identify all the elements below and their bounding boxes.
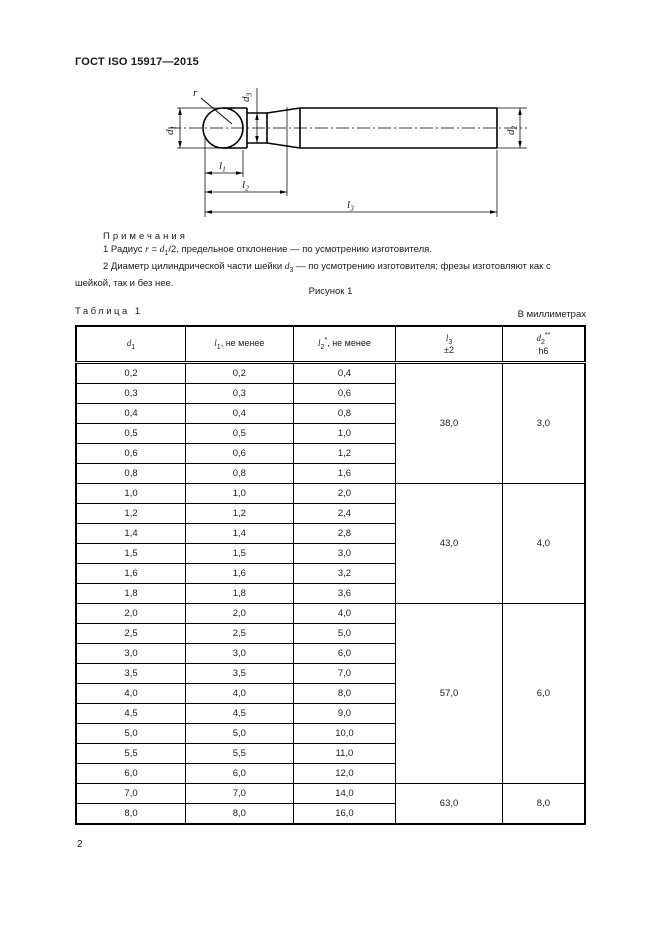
notes-heading: Примечания <box>103 231 188 242</box>
cell: 1,2 <box>186 504 294 524</box>
cell-l3-merged: 63,0 <box>396 784 503 825</box>
radius-leader <box>193 87 232 124</box>
dimension-l1 <box>205 160 243 175</box>
cell-d2-merged: 4,0 <box>502 484 585 604</box>
col-header-d2: $d_2^{**}$ h6 <box>502 326 585 363</box>
label-d3: $d_3$ <box>240 92 254 102</box>
table-row <box>76 363 585 384</box>
dimension-l2 <box>205 179 287 194</box>
cell: 0,8 <box>186 464 294 484</box>
cell: 0,2 <box>186 363 294 384</box>
cell-d2-merged: 3,0 <box>502 363 585 484</box>
label-l1: $l_1$ <box>219 160 226 174</box>
page-number: 2 <box>77 839 83 850</box>
cell: 0,4 <box>76 404 186 424</box>
cell: 1,0 <box>293 424 396 444</box>
cell-l3-merged: 38,0 <box>396 363 503 484</box>
cell: 2,0 <box>186 604 294 624</box>
cell: 1,6 <box>293 464 396 484</box>
cell: 2,8 <box>293 524 396 544</box>
cell: 2,4 <box>293 504 396 524</box>
cell: 0,2 <box>76 363 186 384</box>
cell: 1,0 <box>186 484 294 504</box>
table-row <box>76 604 585 624</box>
figure-caption: Рисунок 1 <box>308 286 353 297</box>
cell: 5,5 <box>76 744 186 764</box>
cell: 2,0 <box>76 604 186 624</box>
cell: 4,5 <box>186 704 294 724</box>
cell: 3,6 <box>293 584 396 604</box>
label-d1: $d_1$ <box>164 125 178 135</box>
cell: 0,4 <box>186 404 294 424</box>
cell: 6,0 <box>293 644 396 664</box>
col-header-l3: $l_3$ ±2 <box>396 326 503 363</box>
cell-d2-merged: 6,0 <box>502 604 585 784</box>
cell: 4,5 <box>76 704 186 724</box>
label-d2: $d_2$ <box>505 125 519 135</box>
cell: 0,4 <box>293 363 396 384</box>
cell: 0,5 <box>76 424 186 444</box>
cell: 0,8 <box>293 404 396 424</box>
cell: 0,6 <box>293 384 396 404</box>
table-units: В миллиметрах <box>517 309 586 320</box>
col-header-l2: $l_2^*$, не менее <box>293 326 396 363</box>
cell: 1,6 <box>186 564 294 584</box>
doc-code: ГОСТ ISO 15917—2015 <box>75 56 199 68</box>
cell: 0,6 <box>186 444 294 464</box>
cell-l3-merged: 43,0 <box>396 484 503 604</box>
label-l3: $l_3$ <box>347 199 354 213</box>
cell: 1,2 <box>76 504 186 524</box>
cell: 8,0 <box>293 684 396 704</box>
dimension-l3 <box>205 199 497 214</box>
note-1: 1 Радиус $r = d_1/2$, предельное отклонение — по усмотрению изготовителя. <box>103 244 432 257</box>
cell: 0,6 <box>76 444 186 464</box>
table-row <box>76 484 585 504</box>
cell: 7,0 <box>76 784 186 804</box>
cell: 10,0 <box>293 724 396 744</box>
cell: 1,2 <box>293 444 396 464</box>
cell: 1,8 <box>186 584 294 604</box>
cell-d2-merged: 8,0 <box>502 784 585 825</box>
col-header-d1: $d_1$ <box>76 326 186 363</box>
cell: 2,5 <box>76 624 186 644</box>
figure-drawing <box>135 80 555 228</box>
end-mill-drawing <box>135 80 555 228</box>
cell: 1,5 <box>186 544 294 564</box>
cell: 14,0 <box>293 784 396 804</box>
cell: 2,5 <box>186 624 294 644</box>
table-row <box>76 784 585 804</box>
cell: 0,8 <box>76 464 186 484</box>
cell: 8,0 <box>186 804 294 825</box>
cell: 4,0 <box>76 684 186 704</box>
cell: 5,0 <box>76 724 186 744</box>
cell: 3,0 <box>76 644 186 664</box>
dimension-d3 <box>240 93 259 144</box>
cell: 9,0 <box>293 704 396 724</box>
cell: 1,4 <box>186 524 294 544</box>
cell: 7,0 <box>186 784 294 804</box>
cell: 0,5 <box>186 424 294 444</box>
cell: 1,5 <box>76 544 186 564</box>
cell: 8,0 <box>76 804 186 825</box>
cell: 1,0 <box>76 484 186 504</box>
cell: 1,8 <box>76 584 186 604</box>
cell: 3,0 <box>293 544 396 564</box>
label-l2: $l_2$ <box>242 179 249 193</box>
table-body <box>76 363 585 825</box>
cell-l3-merged: 57,0 <box>396 604 503 784</box>
cell: 3,2 <box>293 564 396 584</box>
notes-block <box>75 230 586 290</box>
cell: 5,5 <box>186 744 294 764</box>
cell: 5,0 <box>293 624 396 644</box>
cell: 11,0 <box>293 744 396 764</box>
cell: 7,0 <box>293 664 396 684</box>
cell: 6,0 <box>186 764 294 784</box>
cell: 16,0 <box>293 804 396 825</box>
cell: 3,0 <box>186 644 294 664</box>
cell: 1,4 <box>76 524 186 544</box>
cell: 0,3 <box>76 384 186 404</box>
cell: 4,0 <box>293 604 396 624</box>
cell: 5,0 <box>186 724 294 744</box>
cell: 0,3 <box>186 384 294 404</box>
cell: 2,0 <box>293 484 396 504</box>
cell: 3,5 <box>76 664 186 684</box>
cell: 1,6 <box>76 564 186 584</box>
col-header-l1: $l_1$, не менее <box>186 326 294 363</box>
table-title: Таблица 1 <box>75 306 143 317</box>
table-header-row <box>76 326 585 363</box>
cell: 6,0 <box>76 764 186 784</box>
dimension-table <box>75 325 586 825</box>
cell: 12,0 <box>293 764 396 784</box>
label-r: r <box>193 87 198 99</box>
note-2: 2 Диаметр цилиндрической части шейки $d_3$ — по усмотрению изготовителя; фрезы изготовляют как с шейкой, так и без нее. <box>75 260 551 289</box>
cell: 4,0 <box>186 684 294 704</box>
cell: 3,5 <box>186 664 294 684</box>
